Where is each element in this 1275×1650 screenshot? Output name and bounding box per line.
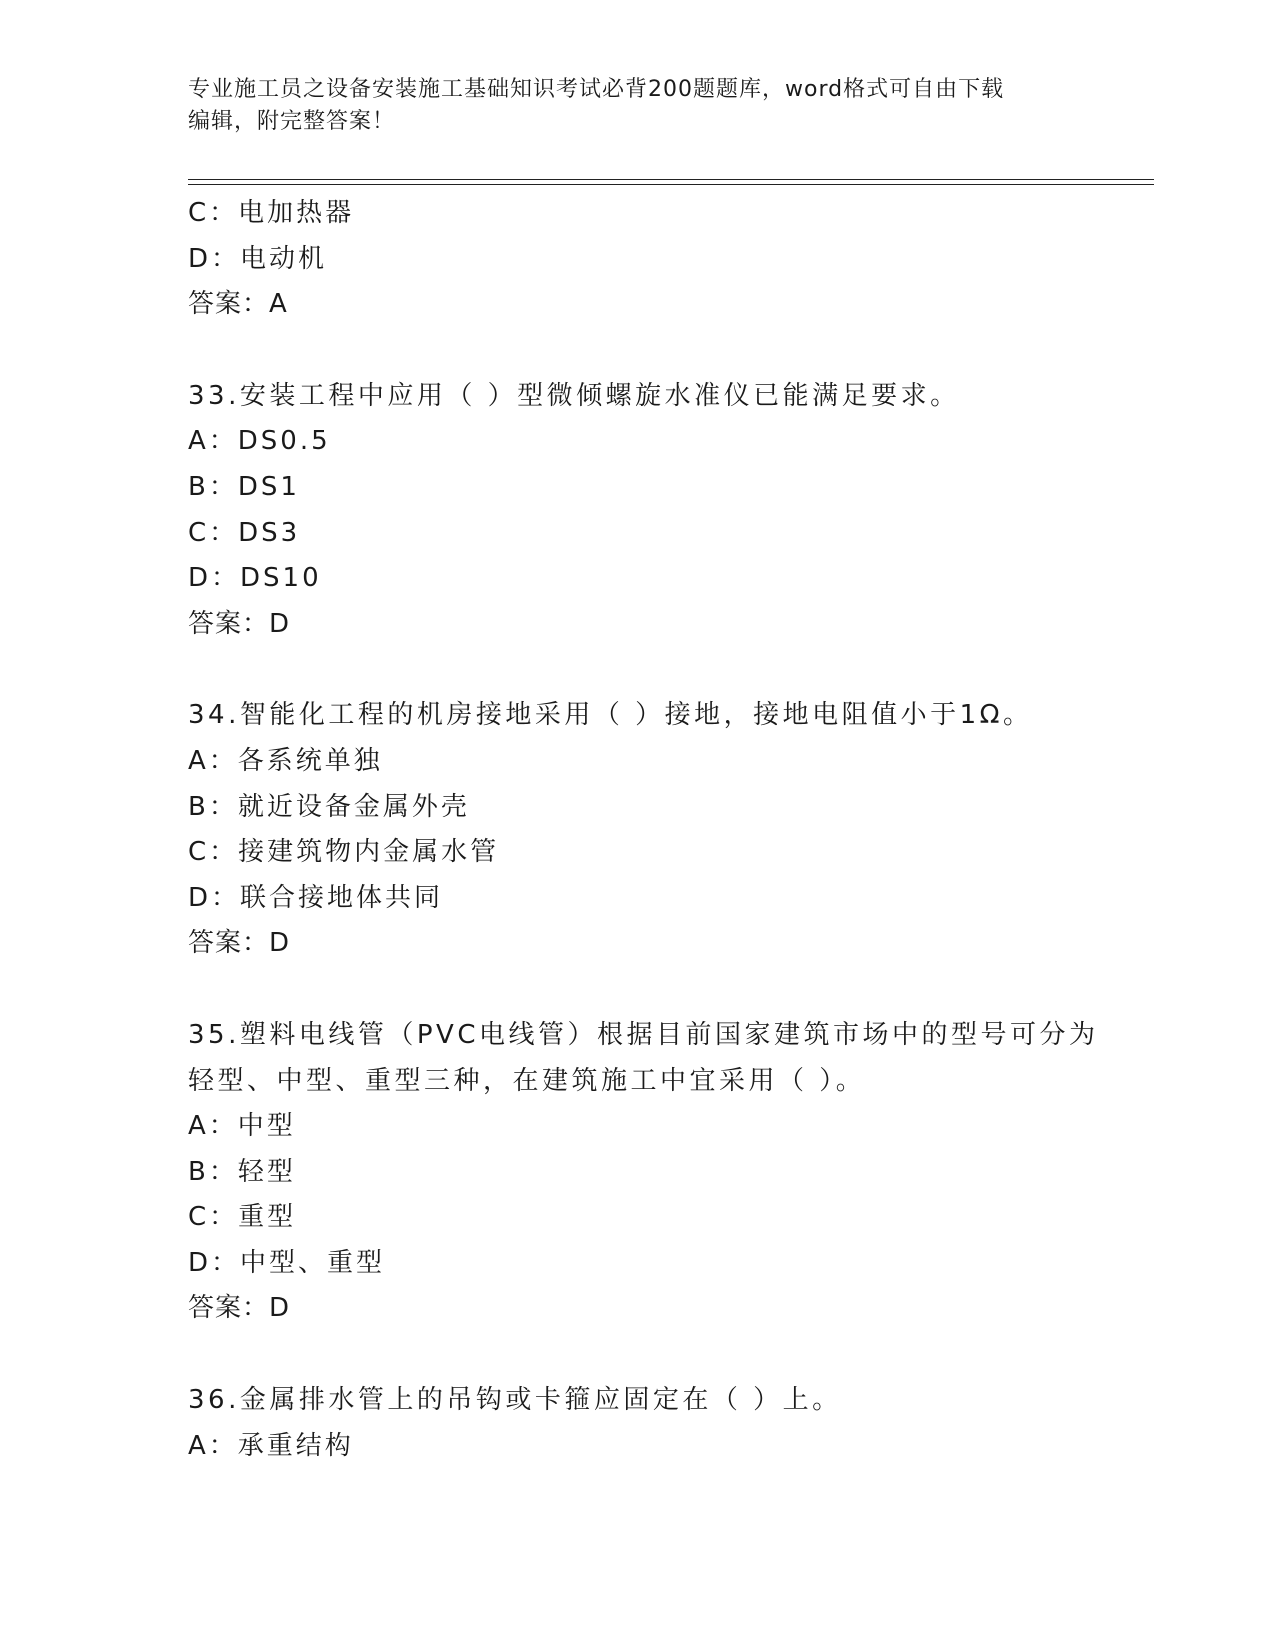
- document-header: [188, 74, 1088, 138]
- question-stem: 34.智能化工程的机房接地采用（ ）接地，接地电阻值小于1Ω。: [188, 700, 1033, 731]
- header-divider-top: [188, 179, 1154, 180]
- answer-label: 答案：D: [188, 928, 291, 959]
- question-stem: 33.安装工程中应用（ ）型微倾螺旋水准仪已能满足要求。: [188, 380, 960, 411]
- answer-label: 答案：D: [188, 608, 291, 639]
- option-c: C：DS3: [188, 517, 301, 548]
- question-32-fragment: [188, 191, 1148, 328]
- option-c: C：接建筑物内金属水管: [188, 837, 500, 868]
- spacer: [188, 647, 1148, 693]
- option-c: C：重型: [188, 1202, 297, 1233]
- option-b: B：就近设备金属外壳: [188, 791, 470, 822]
- answer-label: 答案：D: [188, 1293, 291, 1324]
- spacer: [188, 967, 1148, 1013]
- question-35: [188, 1013, 1148, 1332]
- option-b: B：轻型: [188, 1156, 296, 1187]
- option-d: D：电动机: [188, 243, 328, 274]
- header-line-1: 专业施工员之设备安装施工基础知识考试必背200题题库，word格式可自由下载: [188, 77, 1005, 102]
- question-stem: 35.塑料电线管（PVC电线管）根据目前国家建筑市场中的型号可分为: [188, 1019, 1099, 1050]
- spacer: [188, 1332, 1148, 1378]
- answer-label: 答案：A: [188, 289, 288, 320]
- question-stem-continued: 轻型、中型、重型三种，在建筑施工中宜采用（ ）。: [188, 1065, 866, 1096]
- option-c: C：电加热器: [188, 198, 355, 228]
- option-d: D：中型、重型: [188, 1247, 386, 1278]
- header-line-2: 编辑，附完整答案！: [188, 109, 396, 134]
- option-b: B：DS1: [188, 471, 300, 502]
- option-d: D：联合接地体共同: [188, 882, 444, 913]
- option-a: A：中型: [188, 1111, 296, 1142]
- option-a: A：承重结构: [188, 1430, 354, 1461]
- question-34: [188, 693, 1148, 967]
- question-36: [188, 1378, 1148, 1469]
- option-a: A：各系统单独: [188, 745, 383, 776]
- header-divider-bottom: [188, 184, 1154, 185]
- question-33: [188, 374, 1148, 648]
- question-stem: 36.金属排水管上的吊钩或卡箍应固定在（ ）上。: [188, 1385, 842, 1416]
- spacer: [188, 328, 1148, 374]
- option-a: A：DS0.5: [188, 426, 331, 457]
- question-list: [188, 191, 1148, 1469]
- option-d: D：DS10: [188, 563, 322, 594]
